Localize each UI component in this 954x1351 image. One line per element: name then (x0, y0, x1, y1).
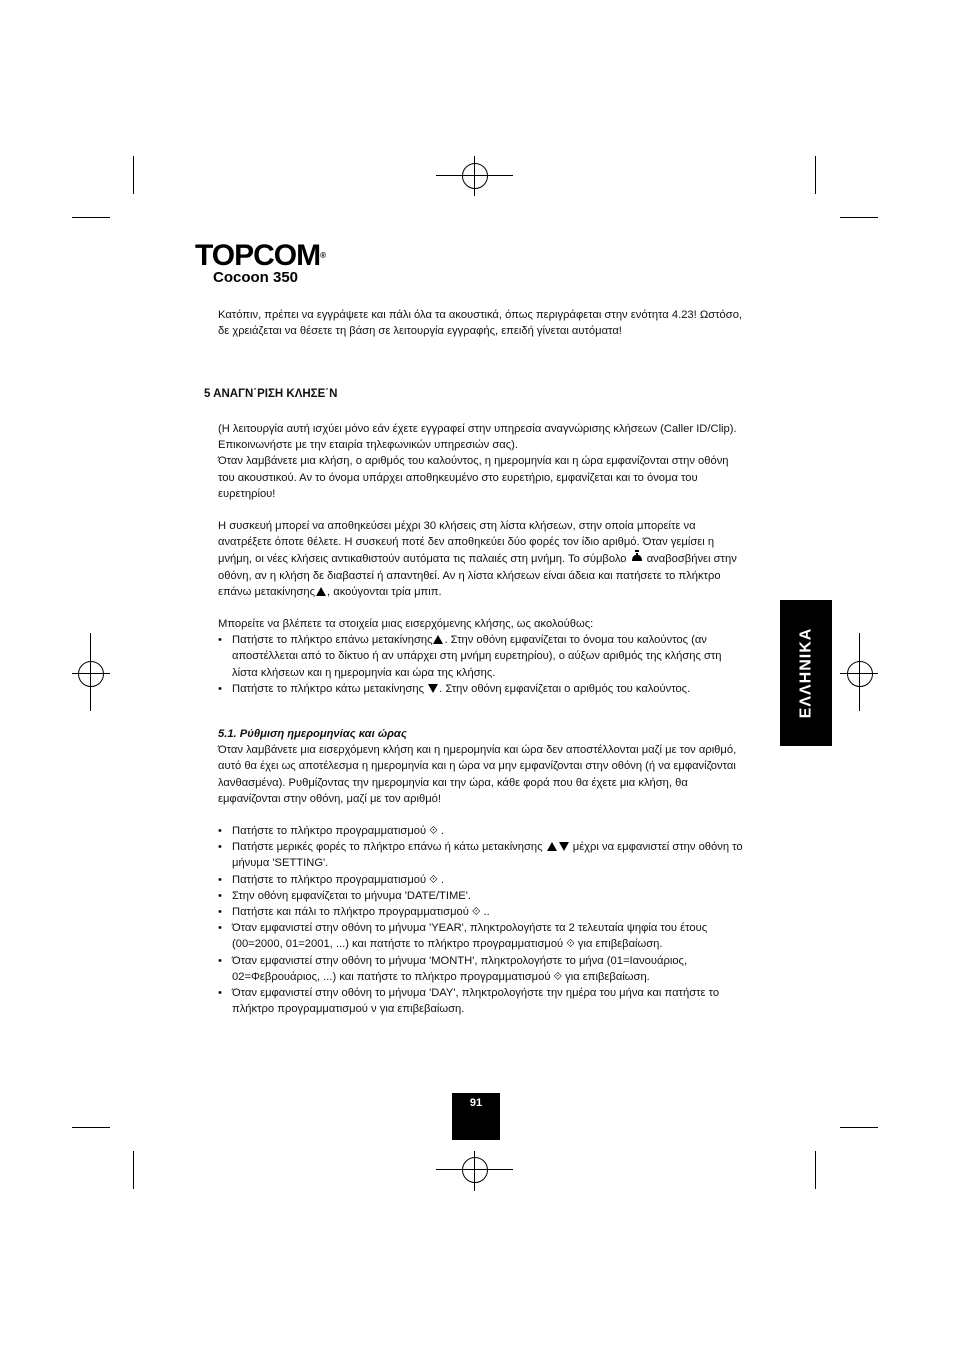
program-key-icon: ⟐ (471, 906, 481, 919)
paragraph-text: , ακούγονται τρία μπιπ. (327, 585, 442, 598)
bullet-list (218, 632, 748, 697)
registration-circle (847, 661, 873, 687)
down-arrow-icon (559, 842, 569, 851)
crop-mark (840, 217, 878, 218)
down-arrow-icon (428, 684, 438, 693)
paragraph-text: Η συσκευή μπορεί να αποθηκεύσει μέχρι 30 κλήσεις στη λίστα κλήσεων, στην οποία μπορείτε να ανατρέξετε όποτε θέλετε. Η συσκευή ποτέ δεν αποθηκεύει δύο φορές τον ίδιο αριθμό. Όταν γεμίσει η μνήμη, οι νέες κλήσεις αντικαθιστούν αυτόματα τις παλαιές στη μνήμη. Το σύμβολο (218, 520, 715, 566)
brand-logo: TOPCOM® (195, 239, 327, 272)
crop-mark (133, 1151, 134, 1189)
paragraph (218, 518, 748, 600)
registration-circle (78, 661, 104, 687)
crop-mark (133, 156, 134, 194)
program-key-icon: ⟐ (429, 873, 438, 886)
program-key-icon: ⟐ (566, 938, 575, 951)
up-arrow-icon (547, 842, 557, 851)
list-item: • Όταν εμφανιστεί στην οθόνη το μήνυμα 'DAY', πληκτρολογήστε την ημέρα του μήνα και πατήστε το πλήκτρο προγραμματισμού ν για επιβεβαίωση. (218, 985, 748, 1017)
program-key-icon: ⟐ (429, 825, 438, 838)
crop-mark (840, 1127, 878, 1128)
section-5-1-body (218, 726, 748, 1017)
list-item: • Όταν εμφανιστεί στην οθόνη το μήνυμα 'MONTH', πληκτρολογήστε το μήνα (01=Ιανουάριος, 02=Φεβρουάριος, ...) και πατήστε το πλήκτρο προγραμματισμού ⟐ για επιβεβαίωση. (218, 953, 748, 985)
paragraph: Όταν λαμβάνετε μια κλήση, ο αριθμός του καλούντος, η ημερομηνία και η ώρα εμφανίζονται στην οθόνη του ακουστικού. Αν το όνομα υπάρχει αποθηκευμένο στο ευρετήριο, εμφανίζεται και το όνομα του ευρετηρίου! (218, 455, 729, 500)
up-arrow-icon (433, 635, 443, 644)
missed-call-icon (630, 553, 647, 565)
list-item: • Πατήστε μερικές φορές το πλήκτρο επάνω ή κάτω μετακίνησης μέχρι να εμφανιστεί στην οθόνη το μήνυμα 'SETTING'. (218, 839, 748, 871)
intro-paragraph (218, 307, 748, 339)
paragraph: (Η λειτουργία αυτή ισχύει μόνο εάν έχετε εγγραφεί στην υπηρεσία αναγνώρισης κλήσεων (Caller ID/Clip). Επικοινωνήστε με την εταιρία τηλεφωνικών υπηρεσιών σας). (218, 423, 737, 452)
registration-circle (462, 163, 488, 189)
intro-text: Κατόπιν, πρέπει να εγγράψετε και πάλι όλα τα ακουστικά, όπως περιγράφεται στην ενότητα 4.23! Ωστόσο, δε χρειάζεται να θέσετε τη βάση σε λειτουργία εγγραφής, επειδή γίνεται αυτόματα! (218, 309, 743, 338)
section-5-1-title: 5.1. Ρύθμιση ημερομηνίας και ώρας (218, 728, 407, 740)
list-item: • Στην οθόνη εμφανίζεται το μήνυμα 'DATE/TIME'. (218, 888, 748, 904)
up-arrow-icon (316, 587, 326, 596)
section-5-title: 5 ΑΝΑΓΝ΄ΡΙΣΗ ΚΛΗΣΕ΄Ν (204, 388, 338, 400)
list-item: • Πατήστε το πλήκτρο κάτω μετακίνησης . Στην οθόνη εμφανίζεται ο αριθμός του καλούντος. (218, 681, 748, 697)
list-item: • Πατήστε το πλήκτρο προγραμματισμού ⟐ . (218, 872, 748, 888)
list-item: • Πατήστε και πάλι το πλήκτρο προγραμματισμού ⟐ .. (218, 904, 748, 920)
program-key-icon: ⟐ (553, 970, 563, 983)
list-item: • Πατήστε το πλήκτρο προγραμματισμού ⟐ . (218, 823, 748, 839)
list-item: • Όταν εμφανιστεί στην οθόνη το μήνυμα 'YEAR', πληκτρολογήστε τα 2 τελευταία ψηφία του έτους (00=2000, 01=2001, ...) και πατήστε το πλήκτρο προγραμματισμού ⟐ για επιβεβαίωση. (218, 920, 748, 952)
list-item: • Πατήστε το πλήκτρο επάνω μετακίνησης . Στην οθόνη εμφανίζεται το όνομα του καλούντος (αν αποστέλλεται από το δίκτυο ή αν υπάρχει στη μνήμη ευρετηρίου), ο αύξων αριθμός της κλήσης στη λίστα κλήσεων και η ημερομηνία και ώρα της κλήσης. (218, 632, 748, 681)
language-label: ΕΛΛΗΝΙΚΑ (797, 627, 814, 719)
paragraph: Όταν λαμβάνετε μια εισερχόμενη κλήση και η ημερομηνία και ώρα δεν αποστέλλονται μαζί με τον αριθμό, αυτό θα έχει ως αποτέλεσμα η ημερομηνία και η ώρα να μην εμφανίζονται στην οθόνη (ή να εμφανίζονται λανθασμένα). Ρυθμίζοντας την ημερομηνία και την ώρα, κάθε φορά που θα έχετε μια κλήση, θα εμφανίζονται στην οθόνη, μαζί με τον αριθμό! (218, 744, 737, 805)
steps-list (218, 823, 748, 1017)
paragraph: Μπορείτε να βλέπετε τα στοιχεία μιας εισερχόμενης κλήσης, ως ακολούθως: (218, 618, 594, 631)
registration-circle (462, 1157, 488, 1183)
crop-mark (815, 1151, 816, 1189)
crop-mark (72, 217, 110, 218)
language-tab (780, 600, 832, 746)
crop-mark (72, 1127, 110, 1128)
paragraph-text: αναβοσβήνει στην οθόνη, αν η κλήση δε διαβαστεί ή απαντηθεί. Αν η λίστα κλήσεων είναι άδεια και πατήσετε το πλήκτρο επάνω μετακίνησης (218, 553, 737, 598)
model-name: Cocoon 350 (213, 269, 299, 286)
crop-mark (815, 156, 816, 194)
page-number: 91 (452, 1093, 500, 1140)
section-5-body (218, 421, 748, 697)
